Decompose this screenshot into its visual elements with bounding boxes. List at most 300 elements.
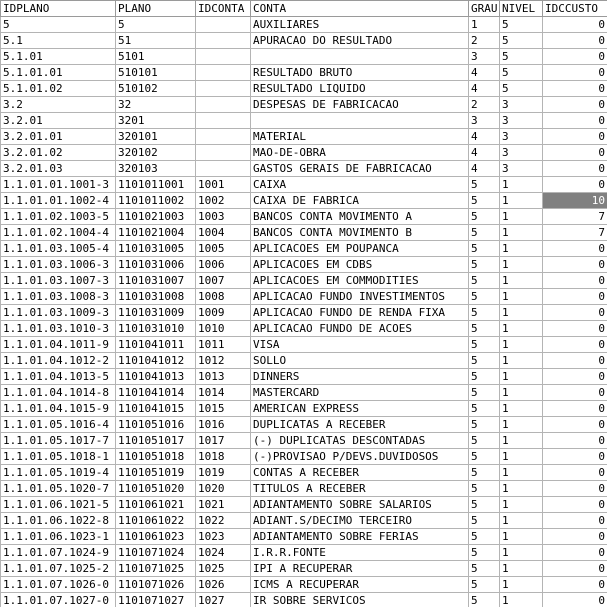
cell-conta[interactable]: ADIANTAMENTO SOBRE FERIAS: [251, 529, 469, 545]
cell-idconta[interactable]: 1026: [196, 577, 251, 593]
cell-nivel[interactable]: 1: [500, 209, 543, 225]
cell-plano[interactable]: 320101: [116, 129, 196, 145]
cell-idccusto[interactable]: 0: [543, 577, 607, 593]
cell-idconta[interactable]: 1009: [196, 305, 251, 321]
cell-plano[interactable]: 5: [116, 17, 196, 33]
cell-conta[interactable]: [251, 49, 469, 65]
cell-idconta[interactable]: 1027: [196, 593, 251, 607]
cell-idccusto[interactable]: 0: [543, 401, 607, 417]
cell-plano[interactable]: 51: [116, 33, 196, 49]
cell-idconta[interactable]: 1012: [196, 353, 251, 369]
table-row[interactable]: [1, 545, 607, 561]
cell-idconta[interactable]: 1015: [196, 401, 251, 417]
cell-nivel[interactable]: 1: [500, 529, 543, 545]
cell-grau[interactable]: 5: [469, 513, 500, 529]
cell-idconta[interactable]: 1011: [196, 337, 251, 353]
cell-grau[interactable]: 5: [469, 241, 500, 257]
cell-grau[interactable]: 5: [469, 337, 500, 353]
cell-idplano[interactable]: 1.1.01.01.1002-4: [1, 193, 116, 209]
cell-nivel[interactable]: 5: [500, 33, 543, 49]
cell-plano[interactable]: 1101041014: [116, 385, 196, 401]
cell-idconta[interactable]: [196, 161, 251, 177]
cell-grau[interactable]: 4: [469, 161, 500, 177]
cell-idccusto[interactable]: 0: [543, 177, 607, 193]
cell-idplano[interactable]: 1.1.01.05.1020-7: [1, 481, 116, 497]
table-row[interactable]: [1, 433, 607, 449]
cell-idplano[interactable]: 3.2.01: [1, 113, 116, 129]
cell-nivel[interactable]: 5: [500, 81, 543, 97]
cell-idccusto[interactable]: 0: [543, 241, 607, 257]
cell-idplano[interactable]: 5.1.01.01: [1, 65, 116, 81]
cell-nivel[interactable]: 3: [500, 97, 543, 113]
column-header-plano[interactable]: PLANO: [116, 1, 196, 17]
cell-idconta[interactable]: [196, 17, 251, 33]
cell-grau[interactable]: 5: [469, 449, 500, 465]
cell-idccusto[interactable]: 0: [543, 129, 607, 145]
cell-plano[interactable]: 1101041011: [116, 337, 196, 353]
table-row[interactable]: [1, 401, 607, 417]
cell-nivel[interactable]: 1: [500, 401, 543, 417]
cell-idplano[interactable]: 1.1.01.06.1023-1: [1, 529, 116, 545]
cell-conta[interactable]: APLICACOES EM POUPANCA: [251, 241, 469, 257]
table-row[interactable]: [1, 257, 607, 273]
cell-nivel[interactable]: 1: [500, 417, 543, 433]
cell-idplano[interactable]: 5.1: [1, 33, 116, 49]
cell-nivel[interactable]: 1: [500, 561, 543, 577]
table-row[interactable]: [1, 49, 607, 65]
table-row[interactable]: [1, 17, 607, 33]
cell-nivel[interactable]: 1: [500, 513, 543, 529]
cell-idconta[interactable]: 1001: [196, 177, 251, 193]
cell-idconta[interactable]: 1008: [196, 289, 251, 305]
cell-nivel[interactable]: 1: [500, 385, 543, 401]
cell-conta[interactable]: APURACAO DO RESULTADO: [251, 33, 469, 49]
cell-grau[interactable]: 5: [469, 529, 500, 545]
cell-idplano[interactable]: 1.1.01.07.1026-0: [1, 577, 116, 593]
cell-grau[interactable]: 5: [469, 369, 500, 385]
cell-idccusto[interactable]: 0: [543, 561, 607, 577]
table-row[interactable]: [1, 529, 607, 545]
cell-plano[interactable]: 1101041015: [116, 401, 196, 417]
cell-grau[interactable]: 5: [469, 209, 500, 225]
cell-nivel[interactable]: 1: [500, 353, 543, 369]
cell-grau[interactable]: 3: [469, 113, 500, 129]
cell-idconta[interactable]: 1022: [196, 513, 251, 529]
cell-idccusto[interactable]: 0: [543, 97, 607, 113]
cell-nivel[interactable]: 1: [500, 225, 543, 241]
table-row[interactable]: [1, 193, 607, 209]
cell-nivel[interactable]: 5: [500, 65, 543, 81]
cell-idconta[interactable]: 1013: [196, 369, 251, 385]
table-row[interactable]: [1, 449, 607, 465]
cell-plano[interactable]: 510101: [116, 65, 196, 81]
column-header-conta[interactable]: CONTA: [251, 1, 469, 17]
table-row[interactable]: [1, 465, 607, 481]
table-row[interactable]: [1, 145, 607, 161]
cell-conta[interactable]: VISA: [251, 337, 469, 353]
cell-idccusto[interactable]: 0: [543, 257, 607, 273]
cell-plano[interactable]: 1101071024: [116, 545, 196, 561]
cell-grau[interactable]: 4: [469, 65, 500, 81]
cell-idccusto[interactable]: 0: [543, 161, 607, 177]
cell-idccusto[interactable]: 0: [543, 81, 607, 97]
table-row[interactable]: [1, 33, 607, 49]
cell-conta[interactable]: APLICACAO FUNDO DE RENDA FIXA: [251, 305, 469, 321]
cell-plano[interactable]: 1101021003: [116, 209, 196, 225]
table-row[interactable]: [1, 481, 607, 497]
cell-idccusto[interactable]: 0: [543, 385, 607, 401]
cell-nivel[interactable]: 1: [500, 481, 543, 497]
cell-idconta[interactable]: 1019: [196, 465, 251, 481]
cell-idccusto[interactable]: 0: [543, 65, 607, 81]
cell-grau[interactable]: 5: [469, 561, 500, 577]
cell-idconta[interactable]: 1010: [196, 321, 251, 337]
cell-idconta[interactable]: [196, 129, 251, 145]
cell-nivel[interactable]: 1: [500, 545, 543, 561]
cell-plano[interactable]: 1101041013: [116, 369, 196, 385]
table-row[interactable]: [1, 305, 607, 321]
cell-conta[interactable]: ICMS A RECUPERAR: [251, 577, 469, 593]
cell-idplano[interactable]: 1.1.01.01.1001-3: [1, 177, 116, 193]
cell-nivel[interactable]: 1: [500, 273, 543, 289]
cell-nivel[interactable]: 1: [500, 449, 543, 465]
cell-idplano[interactable]: 1.1.01.03.1006-3: [1, 257, 116, 273]
cell-plano[interactable]: 1101031006: [116, 257, 196, 273]
cell-idconta[interactable]: [196, 33, 251, 49]
table-row[interactable]: [1, 577, 607, 593]
cell-idplano[interactable]: 3.2.01.02: [1, 145, 116, 161]
cell-conta[interactable]: SOLLO: [251, 353, 469, 369]
cell-idccusto[interactable]: 0: [543, 513, 607, 529]
cell-grau[interactable]: 5: [469, 417, 500, 433]
cell-plano[interactable]: 1101061021: [116, 497, 196, 513]
cell-grau[interactable]: 5: [469, 497, 500, 513]
cell-conta[interactable]: DESPESAS DE FABRICACAO: [251, 97, 469, 113]
cell-grau[interactable]: 5: [469, 257, 500, 273]
table-row[interactable]: [1, 273, 607, 289]
cell-conta[interactable]: (-) DUPLICATAS DESCONTADAS: [251, 433, 469, 449]
cell-idccusto[interactable]: 0: [543, 273, 607, 289]
cell-idplano[interactable]: 1.1.01.05.1019-4: [1, 465, 116, 481]
column-header-grau[interactable]: GRAU: [469, 1, 500, 17]
cell-conta[interactable]: IR SOBRE SERVICOS: [251, 593, 469, 607]
cell-idplano[interactable]: 5: [1, 17, 116, 33]
cell-nivel[interactable]: 3: [500, 145, 543, 161]
cell-idconta[interactable]: [196, 113, 251, 129]
cell-idccusto[interactable]: 0: [543, 369, 607, 385]
cell-idplano[interactable]: 1.1.01.06.1022-8: [1, 513, 116, 529]
cell-idplano[interactable]: 1.1.01.04.1013-5: [1, 369, 116, 385]
cell-nivel[interactable]: 1: [500, 465, 543, 481]
cell-idconta[interactable]: 1016: [196, 417, 251, 433]
cell-nivel[interactable]: 1: [500, 193, 543, 209]
cell-idconta[interactable]: 1024: [196, 545, 251, 561]
cell-idconta[interactable]: 1018: [196, 449, 251, 465]
cell-conta[interactable]: APLICACAO FUNDO DE ACOES: [251, 321, 469, 337]
cell-idccusto[interactable]: 0: [543, 593, 607, 607]
cell-plano[interactable]: 1101021004: [116, 225, 196, 241]
cell-plano[interactable]: 1101051018: [116, 449, 196, 465]
cell-nivel[interactable]: 1: [500, 369, 543, 385]
cell-idccusto[interactable]: 0: [543, 321, 607, 337]
table-row[interactable]: [1, 289, 607, 305]
cell-idconta[interactable]: [196, 81, 251, 97]
column-header-idplano[interactable]: IDPLANO: [1, 1, 116, 17]
cell-idplano[interactable]: 1.1.01.07.1025-2: [1, 561, 116, 577]
cell-grau[interactable]: 3: [469, 49, 500, 65]
table-row[interactable]: [1, 81, 607, 97]
cell-conta[interactable]: TITULOS A RECEBER: [251, 481, 469, 497]
cell-plano[interactable]: 1101071025: [116, 561, 196, 577]
cell-idccusto[interactable]: 0: [543, 449, 607, 465]
table-row[interactable]: [1, 353, 607, 369]
cell-idplano[interactable]: 3.2.01.01: [1, 129, 116, 145]
cell-grau[interactable]: 5: [469, 545, 500, 561]
cell-nivel[interactable]: 3: [500, 129, 543, 145]
cell-grau[interactable]: 5: [469, 321, 500, 337]
cell-idplano[interactable]: 1.1.01.05.1018-1: [1, 449, 116, 465]
cell-plano[interactable]: 3201: [116, 113, 196, 129]
table-row[interactable]: [1, 97, 607, 113]
cell-conta[interactable]: MASTERCARD: [251, 385, 469, 401]
cell-conta[interactable]: CAIXA: [251, 177, 469, 193]
table-row[interactable]: [1, 241, 607, 257]
cell-conta[interactable]: (-)PROVISAO P/DEVS.DUVIDOSOS: [251, 449, 469, 465]
table-row[interactable]: [1, 65, 607, 81]
cell-idplano[interactable]: 3.2.01.03: [1, 161, 116, 177]
cell-grau[interactable]: 4: [469, 145, 500, 161]
cell-idplano[interactable]: 5.1.01: [1, 49, 116, 65]
table-row[interactable]: [1, 161, 607, 177]
cell-conta[interactable]: APLICACAO FUNDO INVESTIMENTOS: [251, 289, 469, 305]
cell-nivel[interactable]: 1: [500, 241, 543, 257]
cell-idconta[interactable]: 1023: [196, 529, 251, 545]
cell-conta[interactable]: CAIXA DE FABRICA: [251, 193, 469, 209]
cell-conta[interactable]: BANCOS CONTA MOVIMENTO B: [251, 225, 469, 241]
cell-plano[interactable]: 1101061022: [116, 513, 196, 529]
cell-conta[interactable]: MAO-DE-OBRA: [251, 145, 469, 161]
cell-plano[interactable]: 1101071026: [116, 577, 196, 593]
cell-conta[interactable]: RESULTADO LIQUIDO: [251, 81, 469, 97]
cell-idccusto[interactable]: 0: [543, 33, 607, 49]
cell-idccusto[interactable]: 0: [543, 545, 607, 561]
cell-plano[interactable]: 1101011002: [116, 193, 196, 209]
cell-plano[interactable]: 32: [116, 97, 196, 113]
cell-idconta[interactable]: 1021: [196, 497, 251, 513]
cell-grau[interactable]: 2: [469, 97, 500, 113]
cell-conta[interactable]: BANCOS CONTA MOVIMENTO A: [251, 209, 469, 225]
cell-conta[interactable]: APLICACOES EM CDBS: [251, 257, 469, 273]
cell-idplano[interactable]: 1.1.01.05.1016-4: [1, 417, 116, 433]
cell-plano[interactable]: 1101061023: [116, 529, 196, 545]
cell-grau[interactable]: 5: [469, 273, 500, 289]
cell-conta[interactable]: GASTOS GERAIS DE FABRICACAO: [251, 161, 469, 177]
cell-conta[interactable]: I.R.R.FONTE: [251, 545, 469, 561]
cell-idccusto[interactable]: 7: [543, 209, 607, 225]
cell-idplano[interactable]: 1.1.01.04.1012-2: [1, 353, 116, 369]
cell-idconta[interactable]: 1005: [196, 241, 251, 257]
cell-nivel[interactable]: 1: [500, 497, 543, 513]
cell-idccusto[interactable]: 0: [543, 497, 607, 513]
cell-conta[interactable]: CONTAS A RECEBER: [251, 465, 469, 481]
cell-idplano[interactable]: 1.1.01.03.1008-3: [1, 289, 116, 305]
cell-nivel[interactable]: 3: [500, 161, 543, 177]
cell-idccusto[interactable]: 0: [543, 529, 607, 545]
cell-conta[interactable]: MATERIAL: [251, 129, 469, 145]
cell-plano[interactable]: 320102: [116, 145, 196, 161]
cell-nivel[interactable]: 1: [500, 433, 543, 449]
cell-idccusto[interactable]: 7: [543, 225, 607, 241]
cell-idconta[interactable]: 1020: [196, 481, 251, 497]
table-row[interactable]: [1, 113, 607, 129]
cell-idplano[interactable]: 1.1.01.03.1010-3: [1, 321, 116, 337]
cell-idccusto[interactable]: 0: [543, 17, 607, 33]
cell-plano[interactable]: 1101011001: [116, 177, 196, 193]
cell-nivel[interactable]: 5: [500, 17, 543, 33]
cell-nivel[interactable]: 1: [500, 337, 543, 353]
cell-idconta[interactable]: 1006: [196, 257, 251, 273]
cell-grau[interactable]: 5: [469, 481, 500, 497]
table-row[interactable]: [1, 129, 607, 145]
cell-plano[interactable]: 1101031007: [116, 273, 196, 289]
cell-idconta[interactable]: [196, 49, 251, 65]
cell-conta[interactable]: AUXILIARES: [251, 17, 469, 33]
cell-grau[interactable]: 2: [469, 33, 500, 49]
cell-idconta[interactable]: 1025: [196, 561, 251, 577]
cell-idconta[interactable]: 1003: [196, 209, 251, 225]
cell-plano[interactable]: 1101051017: [116, 433, 196, 449]
cell-grau[interactable]: 5: [469, 401, 500, 417]
cell-plano[interactable]: 510102: [116, 81, 196, 97]
table-row[interactable]: [1, 209, 607, 225]
cell-conta[interactable]: AMERICAN EXPRESS: [251, 401, 469, 417]
cell-idplano[interactable]: 5.1.01.02: [1, 81, 116, 97]
cell-plano[interactable]: 320103: [116, 161, 196, 177]
cell-conta[interactable]: APLICACOES EM COMMODITIES: [251, 273, 469, 289]
cell-idccusto[interactable]: 0: [543, 113, 607, 129]
cell-idccusto[interactable]: 0: [543, 481, 607, 497]
table-row[interactable]: [1, 561, 607, 577]
cell-idconta[interactable]: 1007: [196, 273, 251, 289]
cell-idplano[interactable]: 1.1.01.05.1017-7: [1, 433, 116, 449]
cell-plano[interactable]: 1101041012: [116, 353, 196, 369]
cell-idccusto[interactable]: 0: [543, 337, 607, 353]
cell-idplano[interactable]: 1.1.01.03.1005-4: [1, 241, 116, 257]
cell-nivel[interactable]: 1: [500, 257, 543, 273]
cell-conta[interactable]: IPI A RECUPERAR: [251, 561, 469, 577]
cell-nivel[interactable]: 1: [500, 577, 543, 593]
cell-conta[interactable]: ADIANTAMENTO SOBRE SALARIOS: [251, 497, 469, 513]
column-header-nivel[interactable]: NIVEL: [500, 1, 543, 17]
cell-nivel[interactable]: 1: [500, 305, 543, 321]
cell-idccusto[interactable]: 0: [543, 417, 607, 433]
cell-idplano[interactable]: 1.1.01.04.1014-8: [1, 385, 116, 401]
cell-conta[interactable]: DUPLICATAS A RECEBER: [251, 417, 469, 433]
cell-nivel[interactable]: 5: [500, 49, 543, 65]
table-row[interactable]: [1, 337, 607, 353]
cell-grau[interactable]: 5: [469, 289, 500, 305]
cell-idplano[interactable]: 1.1.01.07.1027-0: [1, 593, 116, 607]
cell-plano[interactable]: 1101071027: [116, 593, 196, 607]
cell-grau[interactable]: 5: [469, 465, 500, 481]
cell-idconta[interactable]: 1014: [196, 385, 251, 401]
cell-grau[interactable]: 1: [469, 17, 500, 33]
table-row[interactable]: [1, 513, 607, 529]
cell-idconta[interactable]: [196, 65, 251, 81]
cell-nivel[interactable]: 1: [500, 593, 543, 607]
cell-nivel[interactable]: 1: [500, 289, 543, 305]
cell-idccusto[interactable]: 0: [543, 465, 607, 481]
cell-idconta[interactable]: 1004: [196, 225, 251, 241]
cell-idplano[interactable]: 1.1.01.03.1007-3: [1, 273, 116, 289]
cell-idplano[interactable]: 1.1.01.07.1024-9: [1, 545, 116, 561]
cell-nivel[interactable]: 1: [500, 321, 543, 337]
cell-conta[interactable]: RESULTADO BRUTO: [251, 65, 469, 81]
cell-idplano[interactable]: 1.1.01.04.1015-9: [1, 401, 116, 417]
table-row[interactable]: [1, 497, 607, 513]
cell-idccusto[interactable]: 0: [543, 433, 607, 449]
column-header-idccusto[interactable]: IDCCUSTO: [543, 1, 607, 17]
cell-grau[interactable]: 5: [469, 353, 500, 369]
cell-plano[interactable]: 1101051019: [116, 465, 196, 481]
cell-idccusto[interactable]: 0: [543, 305, 607, 321]
cell-idccusto[interactable]: 0: [543, 353, 607, 369]
cell-grau[interactable]: 5: [469, 305, 500, 321]
cell-idccusto[interactable]: 10: [543, 193, 607, 209]
table-row[interactable]: [1, 369, 607, 385]
cell-conta[interactable]: ADIANT.S/DECIMO TERCEIRO: [251, 513, 469, 529]
cell-plano[interactable]: 5101: [116, 49, 196, 65]
cell-idplano[interactable]: 1.1.01.03.1009-3: [1, 305, 116, 321]
cell-plano[interactable]: 1101031009: [116, 305, 196, 321]
cell-idconta[interactable]: 1002: [196, 193, 251, 209]
table-row[interactable]: [1, 177, 607, 193]
cell-idplano[interactable]: 1.1.01.06.1021-5: [1, 497, 116, 513]
cell-idccusto[interactable]: 0: [543, 49, 607, 65]
cell-grau[interactable]: 5: [469, 433, 500, 449]
cell-idplano[interactable]: 1.1.01.04.1011-9: [1, 337, 116, 353]
cell-idplano[interactable]: 3.2: [1, 97, 116, 113]
cell-grau[interactable]: 5: [469, 593, 500, 607]
table-row[interactable]: [1, 593, 607, 607]
cell-grau[interactable]: 4: [469, 81, 500, 97]
cell-conta[interactable]: [251, 113, 469, 129]
table-row[interactable]: [1, 417, 607, 433]
cell-idplano[interactable]: 1.1.01.02.1004-4: [1, 225, 116, 241]
cell-idccusto[interactable]: 0: [543, 289, 607, 305]
cell-nivel[interactable]: 3: [500, 113, 543, 129]
table-row[interactable]: [1, 225, 607, 241]
cell-plano[interactable]: 1101051020: [116, 481, 196, 497]
cell-plano[interactable]: 1101031008: [116, 289, 196, 305]
cell-plano[interactable]: 1101031005: [116, 241, 196, 257]
cell-conta[interactable]: DINNERS: [251, 369, 469, 385]
cell-idconta[interactable]: [196, 145, 251, 161]
cell-grau[interactable]: 4: [469, 129, 500, 145]
cell-plano[interactable]: 1101031010: [116, 321, 196, 337]
cell-grau[interactable]: 5: [469, 385, 500, 401]
cell-idplano[interactable]: 1.1.01.02.1003-5: [1, 209, 116, 225]
table-row[interactable]: [1, 321, 607, 337]
cell-idconta[interactable]: [196, 97, 251, 113]
cell-grau[interactable]: 5: [469, 225, 500, 241]
table-row[interactable]: [1, 385, 607, 401]
cell-grau[interactable]: 5: [469, 577, 500, 593]
cell-grau[interactable]: 5: [469, 193, 500, 209]
cell-idccusto[interactable]: 0: [543, 145, 607, 161]
column-header-idconta[interactable]: IDCONTA: [196, 1, 251, 17]
cell-nivel[interactable]: 1: [500, 177, 543, 193]
